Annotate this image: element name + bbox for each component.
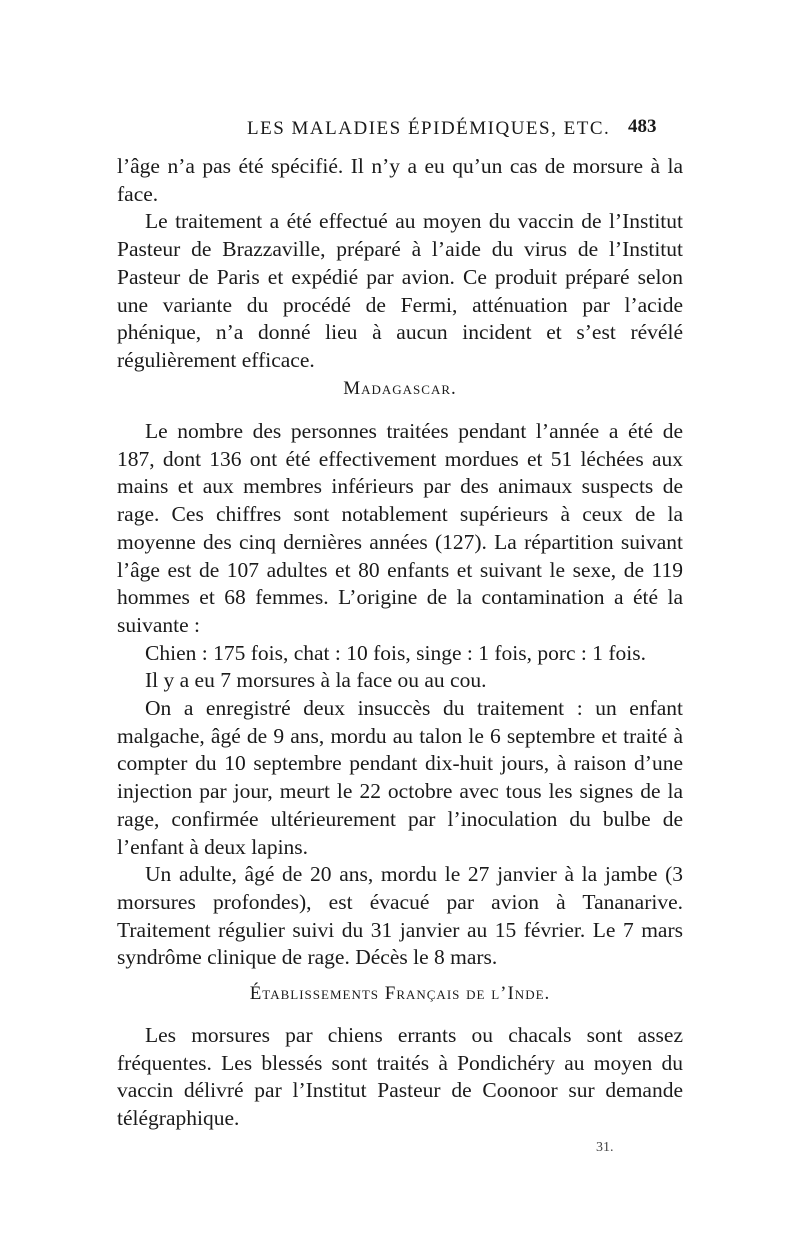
paragraph: Il y a eu 7 morsures à la face ou au cou. xyxy=(145,668,487,693)
paragraph: l’âge n’a pas été spécifié. Il n’y a eu qu’un cas de morsure à la face. xyxy=(117,154,683,206)
paragraph: Le nombre des personnes traitées pendant l’année a été de 187, dont 136 ont été effectivement mordues et 51 léchées aux mains et aux membres inférieurs par des animaux suspects de rage. Ces chiffres sont notablement supérieurs à ceux de la moyenne des cinq dernières années (127). La répartition suivant l’âge est de 107 adultes et 80 enfants et suivant le sexe, de 119 hommes et 68 femmes. L’origine de la contamination a été la suivante : xyxy=(117,419,683,637)
paragraph: Un adulte, âgé de 20 ans, mordu le 27 janvier à la jambe (3 morsures profondes), est évacué par avion à Tananarive. Traitement régulier suivi du 31 janvier au 15 février. Le 7 mars syndrôme clinique de rage. Décès le 8 mars. xyxy=(117,862,683,970)
printer-signature: 31. xyxy=(596,1140,614,1155)
paragraph: Chien : 175 fois, chat : 10 fois, singe : 1 fois, porc : 1 fois. xyxy=(145,640,647,665)
paragraph: On a enregistré deux insuccès du traitement : un enfant malgache, âgé de 9 ans, mordu au talon le 6 septembre et traité à compter du 10 septembre pendant dix-huit jours, à raison d’une injection par jour, meurt le 22 octobre avec tous les signes de la rage, confirmée ultérieurement par l’inoculation du bulbe de l’enfant à deux lapins. xyxy=(117,696,683,859)
text-block-intro xyxy=(117,153,683,375)
paragraph: Le traitement a été effectué au moyen du vaccin de l’Institut Pasteur de Brazzaville, préparé à l’aide du virus de l’Institut Pasteur de Paris et expédié par avion. Ce produit préparé selon une variante du procédé de Fermi, atténuation par l’acide phénique, n’a donné lieu à aucun incident et s’est révélé régulièrement efficace. xyxy=(117,209,683,372)
text-block-inde xyxy=(117,1022,683,1133)
text-block-madagascar xyxy=(117,418,683,972)
section-heading-inde: Établissements Français de l’Inde. xyxy=(249,983,551,1004)
section-heading-madagascar: Madagascar. xyxy=(343,378,457,399)
paragraph: Les morsures par chiens errants ou chacals sont assez fréquentes. Les blessés sont traités à Pondichéry au moyen du vaccin délivré par l’Institut Pasteur de Coonoor sur demande télégraphique. xyxy=(117,1023,683,1131)
running-title: LES MALADIES ÉPIDÉMIQUES, ETC. xyxy=(247,118,611,139)
page-number: 483 xyxy=(628,116,657,137)
